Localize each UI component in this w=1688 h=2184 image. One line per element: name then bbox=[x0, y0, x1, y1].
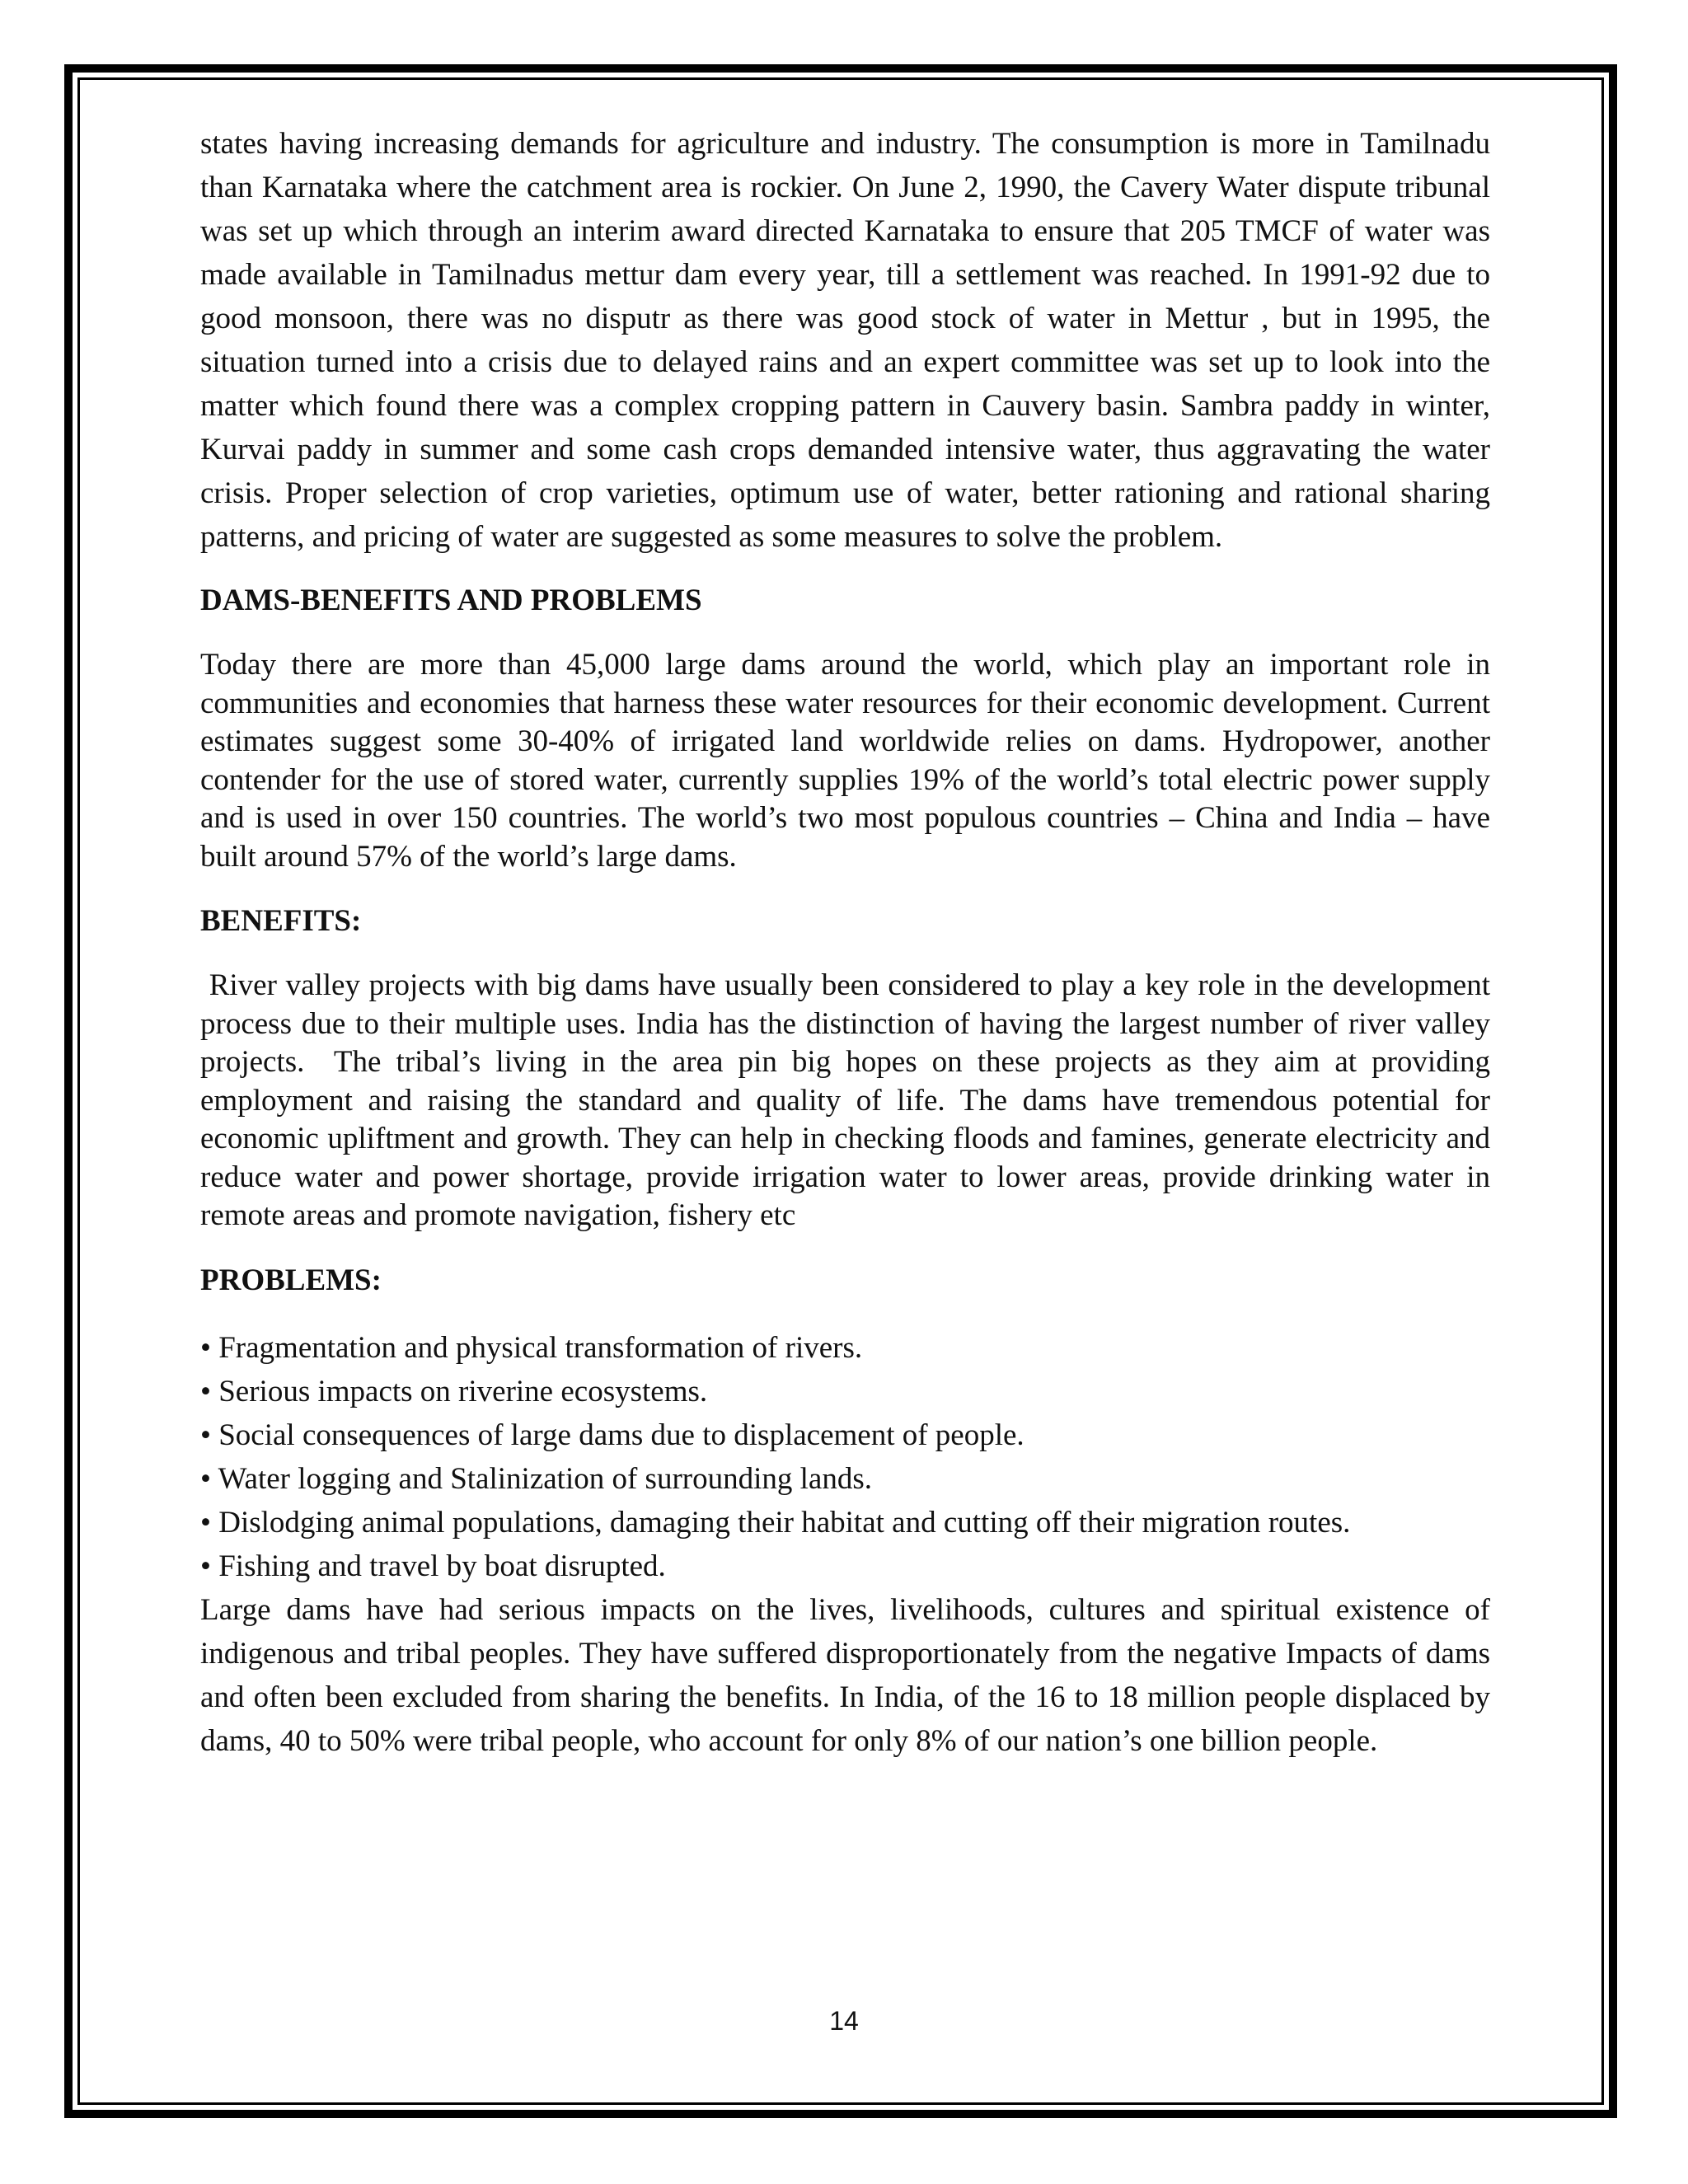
list-item-text: Dislodging animal populations, damaging their habitat and cutting off their migration routes. bbox=[218, 1505, 1351, 1540]
page-content bbox=[200, 122, 1498, 1763]
list-item-text: Social consequences of large dams due to displacement of people. bbox=[218, 1418, 1025, 1452]
problems-heading: PROBLEMS: bbox=[200, 1263, 382, 1297]
list-item-text: Fragmentation and physical transformation of rivers. bbox=[218, 1330, 863, 1365]
dams-paragraph: Today there are more than 45,000 large dams around the world, which play an important role in communities and economies that harness these water resources for their economic development. Current estimates suggest some 30-40% of irrigated land worldwide relies on dams. Hydropower, another contender for the use of stored water, currently supplies 19% of the world’s total electric power supply and is used in over 150 countries. The world’s two most populous countries – China and India – have built around 57% of the world’s large dams. bbox=[200, 648, 1490, 874]
list-item-text: Serious impacts on riverine ecosystems. bbox=[218, 1374, 708, 1408]
bullet-marker: • bbox=[200, 1461, 211, 1496]
bullet-marker: • bbox=[200, 1330, 211, 1365]
dams-heading: DAMS-BENEFITS AND PROBLEMS bbox=[200, 583, 702, 617]
list-item bbox=[200, 1370, 1490, 1413]
list-item bbox=[200, 1544, 1490, 1588]
list-item bbox=[200, 1413, 1490, 1457]
bullet-marker: • bbox=[200, 1418, 211, 1452]
page-number: 14 bbox=[829, 2006, 859, 2036]
benefits-heading: BENEFITS: bbox=[200, 904, 362, 938]
list-item-text: Water logging and Stalinization of surrounding lands. bbox=[218, 1461, 872, 1496]
list-item bbox=[200, 1326, 1490, 1370]
list-item-text: Fishing and travel by boat disrupted. bbox=[218, 1549, 666, 1583]
intro-paragraph: states having increasing demands for agriculture and industry. The consumption is more in Tamilnadu than Karnataka where the catchment area is rockier. On June 2, 1990, the Cavery Water dispute tribunal was set up which through an interim award directed Karnataka to ensure that 205 TMCF of water was made available in Tamilnadus mettur dam every year, till a settlement was reached. In 1991-92 due to good monsoon, there was no disputr as there was good stock of water in Mettur , but in 1995, the situation turned into a crisis due to delayed rains and an expert committee was set up to look into the matter which found there was a complex cropping pattern in Cauvery basin. Sambra paddy in winter, Kurvai paddy in summer and some cash crops demanded intensive water, thus aggravating the water crisis. Proper selection of crop varieties, optimum use of water, better rationing and rational sharing patterns, and pricing of water are suggested as some measures to solve the problem. bbox=[200, 127, 1490, 554]
problems-list bbox=[200, 1326, 1490, 1588]
benefits-paragraph: River valley projects with big dams have usually been considered to play a key role in the development process due to their multiple uses. India has the distinction of having the largest number of river valley projects. The tribal’s living in the area pin big hopes on these projects as they aim at providing employment and raising the standard and quality of life. The dams have tremendous potential for economic upliftment and growth. They can help in checking floods and famines, generate electricity and reduce water and power shortage, provide irrigation water to lower areas, provide drinking water in remote areas and promote navigation, fishery etc bbox=[200, 968, 1498, 1232]
bullet-marker: • bbox=[200, 1374, 211, 1408]
closing-paragraph: Large dams have had serious impacts on the lives, livelihoods, cultures and spiritual existence of indigenous and tribal peoples. They have suffered disproportionately from the negative Impacts of dams and often been excluded from sharing the benefits. In India, of the 16 to 18 million people displaced by dams, 40 to 50% were tribal people, who account for only 8% of our nation’s one billion people. bbox=[200, 1592, 1490, 1758]
bullet-marker: • bbox=[200, 1505, 211, 1540]
list-item bbox=[200, 1501, 1490, 1544]
bullet-marker: • bbox=[200, 1549, 211, 1583]
list-item bbox=[200, 1457, 1490, 1501]
